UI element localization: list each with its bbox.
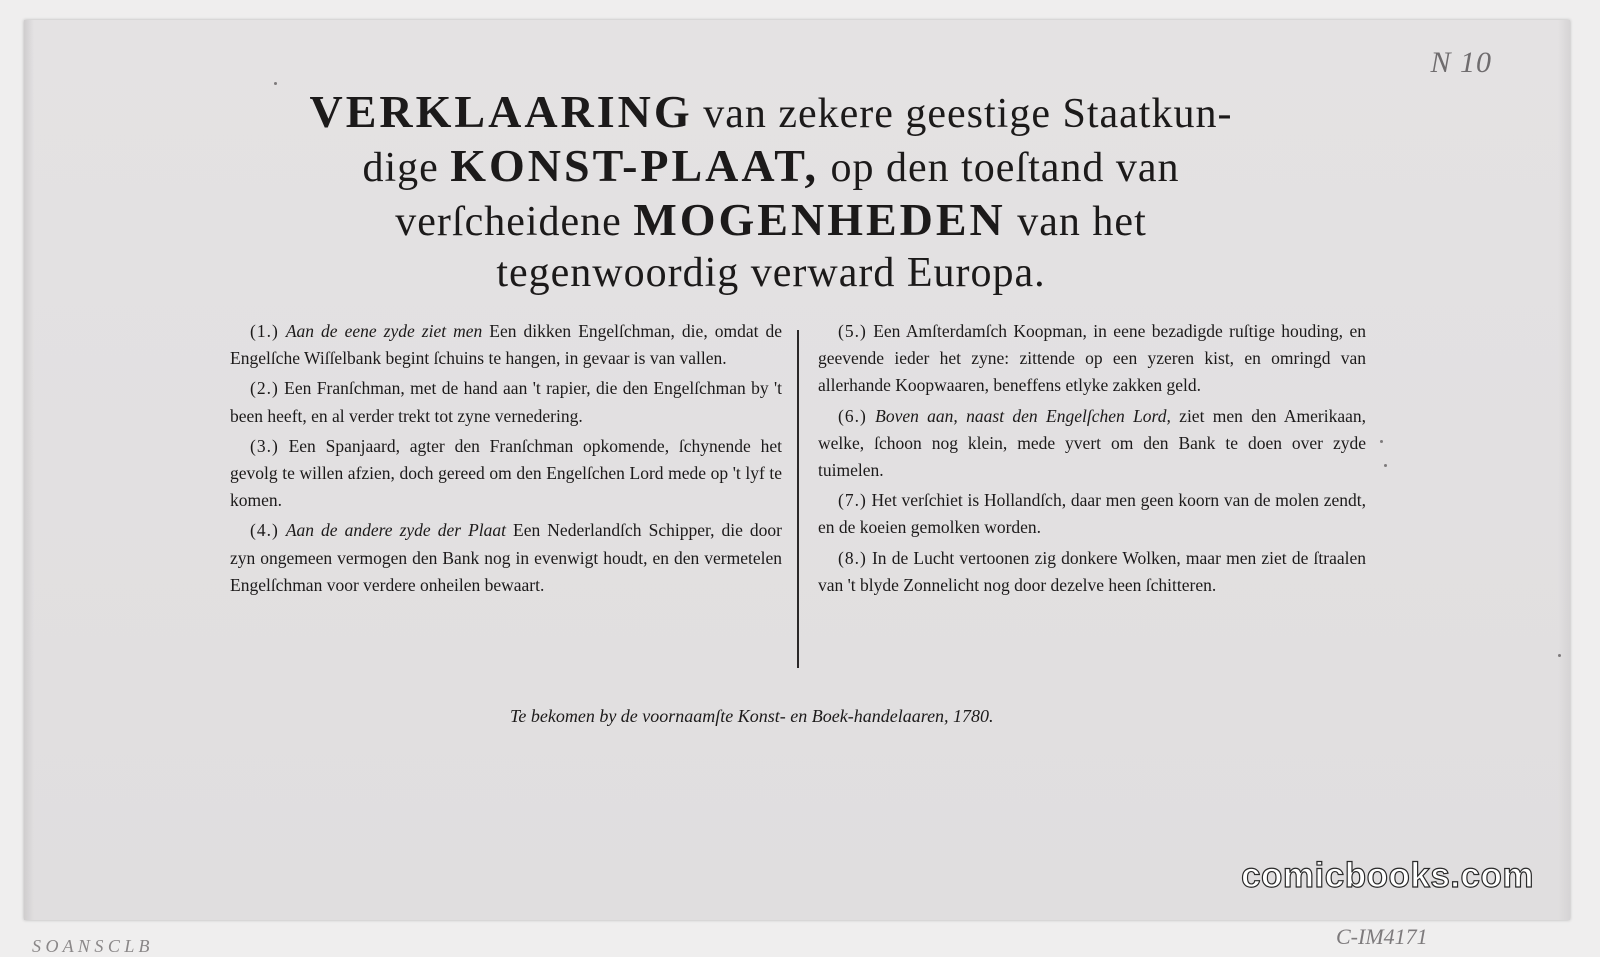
title-keyword-konst-plaat: KONST-PLAAT, <box>450 140 819 191</box>
entry-text: Een Amſterdamſch Koopman, in eene bezadigde ruſtige houding, en geevende ieder het zyne: zittende op een yzeren kist, en omringd van allerhande Koopwaaren, beneffens etlyke zakken geld. <box>818 321 1366 396</box>
title-keyword-mogenheden: MOGENHEDEN <box>633 194 1006 245</box>
title-line-2-start: dige <box>362 145 451 191</box>
title-line-2-rest: op den toeſtand van <box>818 145 1180 191</box>
margin-note-right: C-IM4171 <box>1336 924 1428 949</box>
entry-text: Het verſchiet is Hollandſch, daar men geen koorn van de molen zendt, en de koeien gemolken worden. <box>818 490 1366 538</box>
entry-number: (7.) <box>838 490 867 511</box>
title-line-3 <box>196 194 1346 248</box>
entry-number: (3.) <box>250 435 279 456</box>
entry-5 <box>818 318 1366 400</box>
paper-speck <box>1558 654 1561 657</box>
paper-speck <box>1384 464 1387 467</box>
entry-3 <box>230 433 782 515</box>
title-line-2 <box>196 140 1346 194</box>
left-column <box>230 318 782 602</box>
paper-edge-left <box>24 20 34 920</box>
imprint-footer: Te bekomen by de voornaamſte Konst- en Boek-handelaaren, 1780. <box>510 706 994 726</box>
title-line-3-start: verſcheidene <box>395 199 634 245</box>
paper-edge-right <box>1558 20 1570 920</box>
page-number: N 10 <box>1430 46 1492 79</box>
entry-2 <box>230 375 782 429</box>
paper-speck <box>1380 440 1383 443</box>
entry-number: (8.) <box>838 547 867 568</box>
entry-1 <box>230 318 782 372</box>
margin-note-left: S O A N S C L B <box>32 936 150 956</box>
entry-text: Een Nederlandſch Schipper, die door zyn ongemeen vermogen den Bank nog in evenwigt houdt, en den vermetelen Engelſchman voor verdere onheilen bewaart. <box>230 520 783 595</box>
entry-7 <box>818 487 1366 541</box>
entry-6 <box>818 403 1366 485</box>
right-column <box>818 318 1366 602</box>
title-line-1-rest: van zekere geestige Staatkun- <box>703 91 1233 137</box>
entry-lead-italic: Boven aan, naast den Engelſchen Lord, <box>875 405 1171 426</box>
title-line-1 <box>196 86 1346 140</box>
entry-number: (6.) <box>838 405 867 426</box>
column-divider <box>797 330 799 668</box>
title-keyword-verklaaring: VERKLAARING <box>309 86 693 137</box>
paper-speck <box>274 82 277 85</box>
entry-number: (2.) <box>250 378 279 399</box>
entry-8 <box>818 545 1366 599</box>
title-line-3-rest: van het <box>1005 199 1147 245</box>
entry-text: Een dikken Engelſchman, die, omdat de Engelſche Wiſſelbank begint ſchuins te hangen, in gevaar is van vallen. <box>230 321 783 369</box>
watermark-logo: comicbooks.com <box>1241 856 1534 895</box>
entry-number: (4.) <box>250 520 279 541</box>
entry-text: ziet men den Amerikaan, welke, ſchoon nog klein, mede yvert om den Bank te doen over zyde tuimelen. <box>818 405 1367 481</box>
entry-number: (5.) <box>838 321 867 341</box>
title-line-4: tegenwoordig verward Europa. <box>496 250 1046 296</box>
entry-text: Een Spanjaard, agter den Franſchman opkomende, ſchynende het gevolg te willen afzien, doch gereed om den Engelſchen Lord mede op 't lyf te komen. <box>230 435 782 511</box>
entry-text: In de Lucht vertoonen zig donkere Wolken, maar men ziet de ſtraalen van 't blyde Zonnelicht nog door dezelve heen ſchitteren. <box>818 547 1366 595</box>
entry-lead-italic: Aan de eene zyde ziet men <box>285 321 483 341</box>
entry-text: Een Franſchman, met de hand aan 't rapier, die den Engelſchman by 't been heeft, en al verder trekt tot zyne vernedering. <box>230 378 782 426</box>
entry-lead-italic: Aan de andere zyde der Plaat <box>285 520 507 541</box>
entry-4 <box>230 517 782 599</box>
entry-number: (1.) <box>250 321 279 341</box>
document-title <box>196 86 1346 299</box>
